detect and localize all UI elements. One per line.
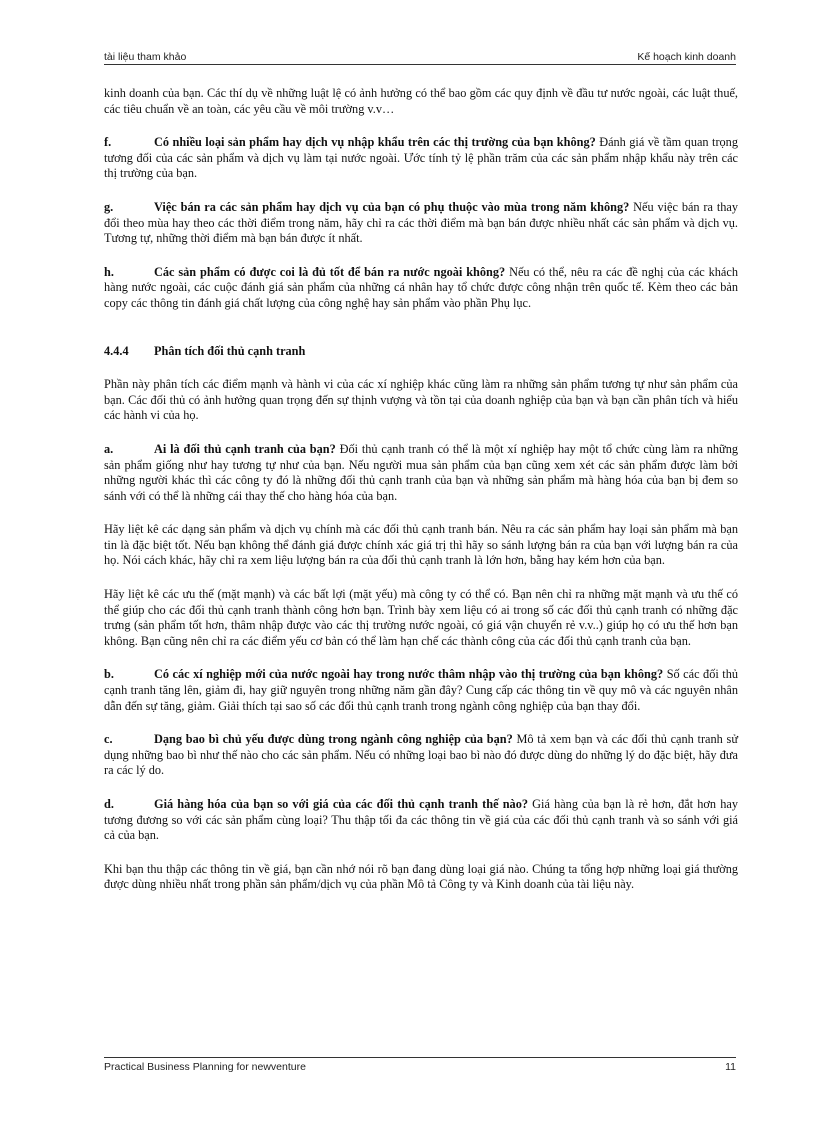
item-question: Các sản phẩm có được coi là đủ tốt để bán ra nước ngoài không? bbox=[154, 264, 506, 279]
header-right: Kế hoạch kinh doanh bbox=[637, 51, 736, 63]
page-footer bbox=[104, 1057, 736, 1073]
section-intro: Phần này phân tích các điểm mạnh và hành vi của các xí nghiệp khác cũng làm ra những sản phẩm tương tự như sản phẩm của bạn. Các đối thủ có ảnh hưởng quan trọng đến sự thịnh vượng và tồn tại của doanh nghiệp của bạn và bạn cần phân tích và hiểu các hành vi của họ. bbox=[104, 377, 738, 423]
header-left: tài liệu tham khảo bbox=[104, 51, 187, 63]
item-text: Đối thủ cạnh tranh có thể là một xí nghiệp hay một tổ chức cùng làm ra những sản phẩm giống như hay tương tự như của bạn. Nếu người mua sản phẩm của bạn cũng xem xét các sản phẩm được làm bởi những người khác thì các công ty đó là những đối thủ cạnh tranh của bạn và những sản phẩm mà hàng hóa của bạn bị đem so sánh với có thể là những cái thay thế cho hàng hóa của bạn. bbox=[104, 441, 738, 503]
item-g bbox=[104, 200, 738, 247]
item-label: g. bbox=[104, 199, 114, 214]
products-paragraph: Hãy liệt kê các dạng sản phẩm và dịch vụ chính mà các đối thủ cạnh tranh bán. Nêu ra các sản phẩm hay loại sản phẩm mà bạn tin là đặc biệt tốt. Nếu bạn không thể đánh giá được chính xác giá trị thì hãy so sánh lượng bán ra của bạn với lượng bán ra của họ. Nói cách khác, hãy chỉ ra xem liệu lượng bán ra của đối thủ cạnh tranh là lớn hơn, bằng hay kém hơn của bạn. bbox=[104, 522, 738, 568]
intro-paragraph: kinh doanh của bạn. Các thí dụ về những luật lệ có ảnh hưởng có thể bao gồm các quy định về đầu tư nước ngoài, các luật thuế, các tiêu chuẩn về an toàn, các yêu cầu về môi trường v.v… bbox=[104, 86, 738, 116]
page-body bbox=[104, 86, 738, 911]
item-text: Giá hàng của bạn là rẻ hơn, đắt hơn hay tương đương so với các sản phẩm cùng loại? Thu thập tối đa các thông tin về giá của các đối thủ cạnh tranh và so sánh với giá cả của bạn. bbox=[104, 797, 738, 843]
page-number: 11 bbox=[725, 1061, 736, 1073]
item-d bbox=[104, 797, 738, 844]
item-c bbox=[104, 732, 738, 779]
item-text: Mô tả xem bạn và các đối thủ cạnh tranh sử dụng những bao bì như thế nào cho các sản phẩm. Nếu có những loại bao bì nào đó được dùng do những lý do đặc biệt, hãy đưa ra các lý do. bbox=[104, 732, 738, 778]
item-f bbox=[104, 135, 738, 182]
item-label: h. bbox=[104, 264, 114, 279]
item-text: Nếu có thể, nêu ra các đề nghị của các khách hàng nước ngoài, các cuộc đánh giá sản phẩm của những cá nhân hay tổ chức được công nhận trên quốc tế. Kèm theo các bản copy các thông tin đánh giá chất lượng của công nghệ hay sản phẩm vào phần Phụ lục. bbox=[104, 264, 738, 310]
item-question: Có các xí nghiệp mới của nước ngoài hay trong nước thâm nhập vào thị trường của bạn không? bbox=[154, 667, 664, 682]
item-text: Nếu việc bán ra thay đổi theo mùa hay theo các thời điểm trong năm, hãy chỉ ra các thời điểm mà bạn bán được nhiều nhất các sản phẩm và dịch vụ. Tương tự, những thời điểm mà bạn bán được ít nhất. bbox=[104, 199, 739, 246]
item-question: Ai là đối thủ cạnh tranh của bạn? bbox=[154, 441, 336, 456]
section-heading bbox=[104, 344, 738, 360]
section-number: 4.4.4 bbox=[104, 343, 129, 358]
section-title: Phân tích đối thủ cạnh tranh bbox=[154, 343, 306, 358]
item-label: d. bbox=[104, 797, 114, 811]
item-text: Đánh giá về tầm quan trọng tương đối của các sản phẩm và dịch vụ làm tại nước ngoài. Ước tính tỷ lệ phần trăm của các sản phẩm nhập khẩu này trên các thị trường của bạn. bbox=[104, 135, 738, 181]
closing-paragraph: Khi bạn thu thập các thông tin về giá, bạn cần nhớ nói rõ bạn đang dùng loại giá nào. Chúng ta tổng hợp những loại giá thường được dùng nhiều nhất trong phần sản phẩm/dịch vụ của phần Mô tả Công ty và Kinh doanh của tài liệu này. bbox=[104, 861, 738, 892]
item-text: Số các đối thủ cạnh tranh tăng lên, giảm đi, hay giữ nguyên trong những năm gần đây? Cung cấp các thông tin về quy mô và các nguyên nhân dẫn đến sự tăng, giảm. Giải thích tại sao số các đối thủ cạnh tranh trong ngành công nghiệp của bạn thay đổi. bbox=[104, 667, 738, 713]
item-question: Có nhiều loại sản phẩm hay dịch vụ nhập khẩu trên các thị trường của bạn không? bbox=[154, 135, 596, 150]
strengths-paragraph: Hãy liệt kê các ưu thế (mặt mạnh) và các bất lợi (mặt yếu) mà công ty có thể có. Bạn nên chỉ ra những mặt mạnh và ưu thế có thể giúp cho các đối thủ cạnh tranh thành công hơn bạn. Trình bày xem liệu có ai trong số các đối thủ cạnh tranh có những đặc trưng (sản phẩm tốt hơn, thâm nhập được vào các thị trường nước ngoài, có giá vận chuyển rẻ v.v..) giúp họ có ưu thế hơn bạn không. Bạn cũng nên chỉ ra các điểm yếu cơ bản có thể làm hạn chế các thành công của các đối thủ cạnh tranh của bạn. bbox=[104, 587, 738, 648]
item-question: Giá hàng hóa của bạn so với giá của các đối thủ cạnh tranh thế nào? bbox=[154, 797, 528, 811]
item-b bbox=[104, 667, 738, 714]
item-h bbox=[104, 265, 738, 312]
item-question: Dạng bao bì chủ yếu được dùng trong ngành công nghiệp của bạn? bbox=[154, 732, 513, 747]
item-question: Việc bán ra các sản phẩm hay dịch vụ của bạn có phụ thuộc vào mùa trong năm không? bbox=[154, 199, 630, 214]
item-label: a. bbox=[104, 441, 114, 456]
page-header bbox=[104, 49, 736, 65]
item-label: f. bbox=[104, 135, 112, 150]
item-label: b. bbox=[104, 667, 114, 682]
footer-left: Practical Business Planning for newventure bbox=[104, 1061, 306, 1073]
item-a bbox=[104, 442, 738, 504]
item-label: c. bbox=[104, 732, 113, 747]
